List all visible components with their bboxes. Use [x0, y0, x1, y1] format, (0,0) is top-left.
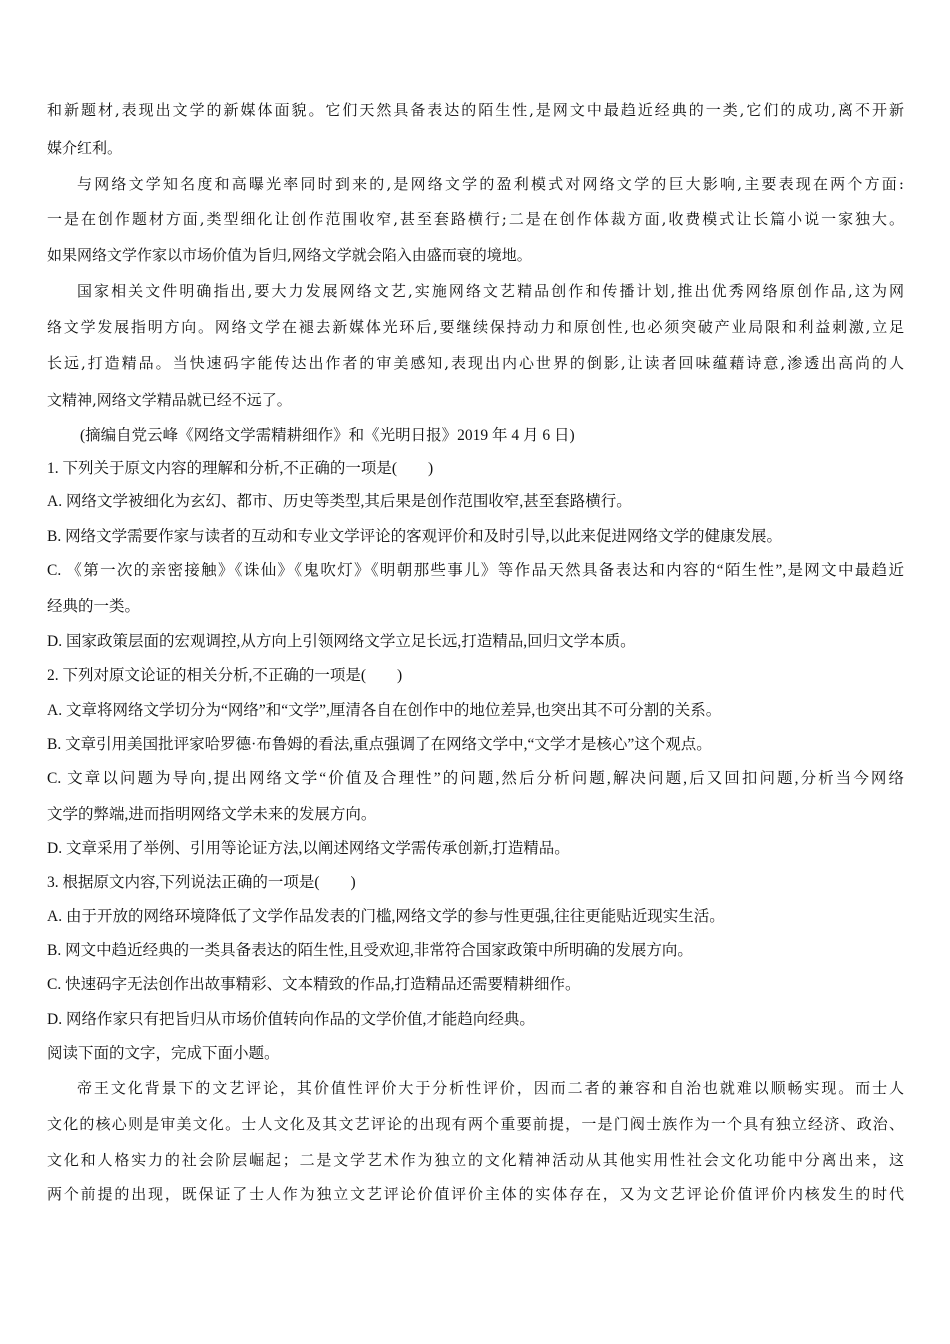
passage-line: 两个前提的出现，既保证了士人作为独立文艺评论价值评价主体的实体存在，又为文艺评论价值评价内核发生的时代: [47, 1185, 904, 1203]
passage-line: 媒介红利。: [47, 139, 123, 157]
passage-line: 与网络文学知名度和高曝光率同时到来的,是网络文学的盈利模式对网络文学的巨大影响,主要表现在两个方面:: [77, 175, 904, 193]
question-3-option-d: D. 网络作家只有把旨归从市场价值转向作品的文学价值,才能趋向经典。: [47, 1011, 535, 1028]
passage-line: 长远,打造精品。当快速码字能传达出作者的审美感知,表现出内心世界的倒影,让读者回味蕴藉诗意,渗透出高尚的人: [47, 354, 904, 372]
question-2-stem: 2. 下列对原文论证的相关分析,不正确的一项是( ): [47, 667, 403, 684]
question-2-option-c: C. 文章以问题为导向,提出网络文学“价值及合理性”的问题,然后分析问题,解决问题,后又回扣问题,分析当今网络: [47, 770, 904, 787]
passage-line: 和新题材,表现出文学的新媒体面貌。它们天然具备表达的陌生性,是网文中最趋近经典的一类,它们的成功,离不开新: [47, 101, 904, 119]
passage-line: 如果网络文学作家以市场价值为旨归,网络文学就会陷入由盛而衰的境地。: [47, 246, 532, 264]
question-3-option-c: C. 快速码字无法创作出故事精彩、文本精致的作品,打造精品还需要精耕细作。: [47, 976, 581, 993]
reading-instruction: 阅读下面的文字，完成下面小题。: [47, 1045, 280, 1062]
question-2-option-c-cont: 文学的弊端,进而指明网络文学未来的发展方向。: [47, 806, 377, 823]
passage-line: 文化的核心则是审美文化。士人文化及其文艺评论的出现有两个重要前提，一是门阀士族作为一个具有独立经济、政治、: [47, 1115, 904, 1133]
passage-line: 帝王文化背景下的文艺评论，其价值性评价大于分析性评价，因而二者的兼容和自治也就难以顺畅实现。而士人: [77, 1079, 904, 1097]
passage-line: 文精神,网络文学精品就已经不远了。: [47, 391, 292, 409]
question-1-option-d: D. 国家政策层面的宏观调控,从方向上引领网络文学立足长远,打造精品,回归文学本质。: [47, 633, 636, 650]
question-3-option-b: B. 网文中趋近经典的一类具备表达的陌生性,且受欢迎,非常符合国家政策中所明确的发展方向。: [47, 942, 693, 959]
question-1-stem: 1. 下列关于原文内容的理解和分析,不正确的一项是( ): [47, 460, 434, 477]
question-2-option-b: B. 文章引用美国批评家哈罗德·布鲁姆的看法,重点强调了在网络文学中,“文学才是核心”这个观点。: [47, 736, 712, 753]
question-2-option-a: A. 文章将网络文学切分为“网络”和“文学”,厘清各自在创作中的地位差异,也突出其不可分割的关系。: [47, 702, 722, 719]
question-1-option-b: B. 网络文学需要作家与读者的互动和专业文学评论的客观评价和及时引导,以此来促进网络文学的健康发展。: [47, 528, 782, 545]
question-1-option-a: A. 网络文学被细化为玄幻、都市、历史等类型,其后果是创作范围收窄,甚至套路横行。: [47, 493, 632, 510]
question-2-option-d: D. 文章采用了举例、引用等论证方法,以阐述网络文学需传承创新,打造精品。: [47, 840, 570, 857]
passage-line: 一是在创作题材方面,类型细化让创作范围收窄,甚至套路横行;二是在创作体裁方面,收费模式让长篇小说一家独大。: [47, 210, 904, 228]
source-citation: (摘编自党云峰《网络文学需精耕细作》和《光明日报》2019 年 4 月 6 日): [80, 427, 575, 444]
question-1-option-c: C. 《第一次的亲密接触》《诛仙》《鬼吹灯》《明朝那些事儿》等作品天然具备表达和内容的“陌生性”,是网文中最趋近: [47, 562, 904, 579]
question-3-option-a: A. 由于开放的网络环境降低了文学作品发表的门槛,网络文学的参与性更强,往往更能贴近现实生活。: [47, 908, 725, 925]
passage-line: 络文学发展指明方向。网络文学在褪去新媒体光环后,要继续保持动力和原创性,也必须突破产业局限和利益刺激,立足: [47, 318, 904, 336]
question-3-stem: 3. 根据原文内容,下列说法正确的一项是( ): [47, 874, 356, 891]
question-1-option-c-cont: 经典的一类。: [47, 598, 141, 615]
passage-line: 国家相关文件明确指出,要大力发展网络文艺,实施网络文艺精品创作和传播计划,推出优秀网络原创作品,这为网: [77, 282, 904, 300]
passage-line: 文化和人格实力的社会阶层崛起；二是文学艺术作为独立的文化精神活动从其他实用性社会文化功能中分离出来，这: [47, 1151, 904, 1169]
